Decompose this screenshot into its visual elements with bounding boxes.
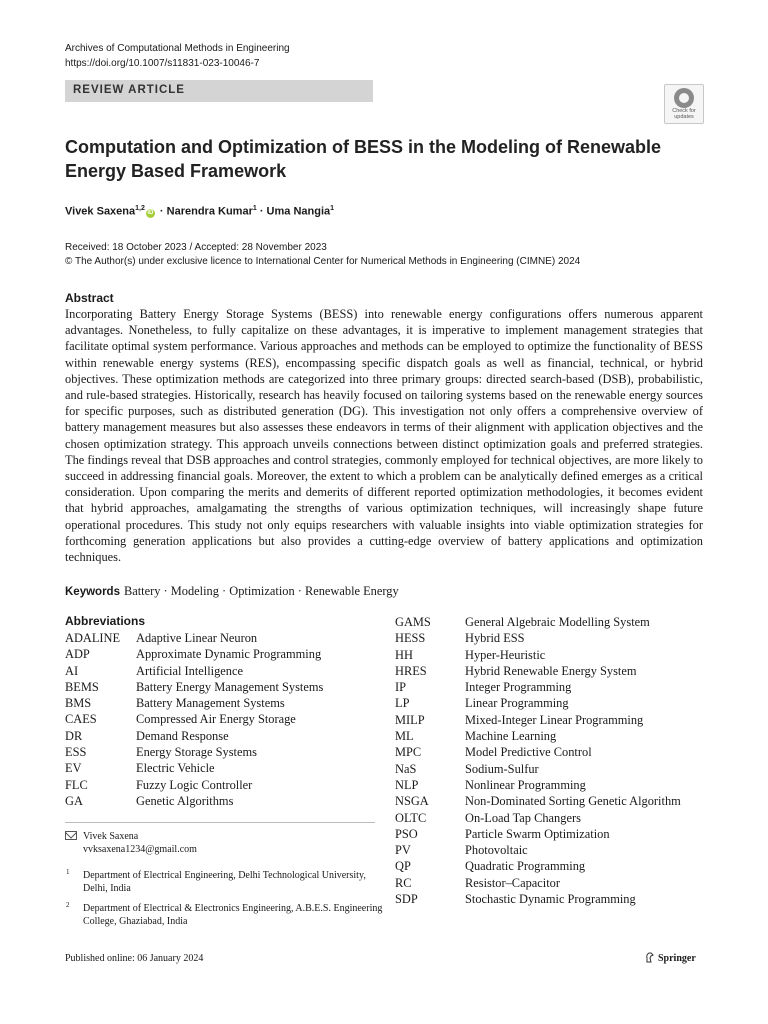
abbreviation-definition: Stochastic Dynamic Programming (465, 892, 636, 907)
publisher-name: Springer (658, 953, 696, 964)
affiliation-number: 1 (66, 868, 70, 876)
abbreviation-term: PSO (395, 826, 418, 841)
abbreviation-definition: Photovoltaic (465, 843, 528, 858)
abbreviation-term: HESS (395, 631, 426, 646)
abbreviation-definition: Particle Swarm Optimization (465, 826, 610, 841)
abbreviation-term: MILP (395, 712, 425, 727)
abstract-heading: Abstract (65, 291, 114, 305)
abbreviation-definition: Artificial Intelligence (136, 663, 243, 678)
author-list (65, 201, 334, 220)
check-for-updates-badge[interactable] (664, 84, 704, 124)
abbreviation-term: HRES (395, 663, 427, 678)
abbreviation-term: DR (65, 728, 83, 743)
abbreviation-term: MPC (395, 745, 422, 760)
abbreviation-term: QP (395, 859, 411, 874)
abbreviation-definition: Energy Storage Systems (136, 745, 257, 760)
abstract-body: Incorporating Battery Energy Storage Systems (BESS) into renewable energy configurations offers numerous apparent advantages. Nonetheless, to fully capitalize on these advantages, it is imperative to implement management strategies that facilitate optimal system performance. Various approaches and methods can be employed to optimize the functionality of BESS within renewable energy systems (RES), encompassing specific dispatch goals as well as financial, technical, or hybrid objectives. These optimization methods are categorized into three primary groups: directed search-based (DSB), probabilistic, and rule-based strategies. Historically, research has heavily focused on tailoring systems based on the renewable energy sources for specific purposes, such as distributed generation (DG). This investigation not only offers a comprehensive overview of battery management measures but also assesses these endeavors in terms of their alignment with application objectives and the chosen optimization strategy. This approach unveils connections between distinct optimization goals and preferred strategies. The findings reveal that DSB approaches and control strategies, commonly employed for technical objectives, are more likely to succeed in addressing financial goals. Moreover, the extent to which a problem can be analytically defined emerges as a critical consideration. Upon comparing the merits and demerits of different reported optimization methodologies, it becomes evident that hybrid approaches, amalgamating the strengths of various optimization techniques, will increasingly shape future operational procedures. This study not only equips researchers with valuable insights into viable optimization strategies for forthcoming generation applications but also provides a cutting-edge overview of battery applications and optimization techniques. (65, 307, 703, 565)
copyright-notice: © The Author(s) under exclusive licence to International Center for Numerical Methods in Engineering (CIMNE) 2024 (65, 256, 581, 267)
abbreviation-definition: On-Load Tap Changers (465, 810, 581, 825)
abbreviation-definition: Hybrid ESS (465, 631, 525, 646)
abbreviation-definition: Integer Programming (465, 680, 572, 695)
abbreviation-term: IP (395, 680, 407, 695)
abbreviation-definition: General Algebraic Modelling System (465, 615, 650, 629)
check-updates-label: Check for updates (672, 108, 696, 120)
abbreviation-term: GA (65, 793, 83, 808)
abbreviation-term: RC (395, 875, 412, 890)
publisher-logo (645, 952, 696, 964)
doi-link[interactable]: https://doi.org/10.1007/s11831-023-10046-7 (65, 58, 260, 69)
affiliation-text: Department of Electrical & Electronics Engineering, A.B.E.S. Engineering College, Ghaziabad, India (83, 903, 383, 927)
abbreviation-definition: Fuzzy Logic Controller (136, 777, 253, 792)
abbreviation-definition: Demand Response (136, 728, 229, 743)
received-dates: Received: 18 October 2023 / Accepted: 28 November 2023 (65, 242, 327, 253)
abbreviations-heading: Abbreviations (65, 614, 146, 628)
abbreviation-term: ADP (65, 647, 90, 662)
orcid-icon[interactable]: iD (147, 209, 154, 216)
footnote-divider (65, 822, 375, 823)
corresponding-author-name: Vivek Saxena (83, 831, 139, 842)
abbreviation-definition: Quadratic Programming (465, 859, 586, 874)
abbreviation-term: OLTC (395, 810, 427, 825)
abbreviation-definition: Approximate Dynamic Programming (136, 647, 322, 662)
abbreviation-definition: Resistor–Capacitor (465, 875, 560, 890)
abbreviation-term: ESS (65, 745, 87, 760)
published-online-date: Published online: 06 January 2024 (65, 953, 204, 964)
keywords-label: Keywords (65, 586, 120, 598)
abbreviation-definition: Compressed Air Energy Storage (136, 712, 296, 727)
article-title: Computation and Optimization of BESS in the Modeling of Renewable Energy Based Framework (65, 137, 661, 181)
abbreviation-definition: Genetic Algorithms (136, 793, 234, 808)
author-separator: · (256, 205, 267, 218)
abbreviation-definition: Battery Management Systems (136, 696, 285, 711)
abbreviation-term: LP (395, 696, 410, 711)
abbreviation-term: EV (65, 761, 82, 776)
abbreviation-definition: Linear Programming (465, 696, 569, 711)
abbreviation-definition: Sodium-Sulfur (465, 761, 539, 776)
abbreviation-term: FLC (65, 777, 88, 792)
author-affiliation: 1,2 (135, 205, 145, 212)
abbreviation-term: SDP (395, 892, 418, 907)
check-updates-icon (674, 88, 694, 108)
abbreviation-term: HH (395, 647, 413, 662)
abbreviation-definition: Machine Learning (465, 729, 557, 744)
abbreviation-definition: Adaptive Linear Neuron (136, 631, 258, 645)
keywords (65, 583, 399, 600)
abbreviation-term: ML (395, 729, 414, 744)
abbreviation-term: GAMS (395, 615, 431, 629)
author-affiliation: 1 (252, 205, 257, 212)
abbreviation-term: BMS (65, 696, 92, 711)
affiliation-text: Department of Electrical Engineering, Delhi Technological University, Delhi, India (83, 870, 366, 894)
abbreviation-term: PV (395, 843, 411, 858)
abbreviation-definition: Battery Energy Management Systems (136, 679, 324, 694)
journal-name: Archives of Computational Methods in Engineering (65, 43, 290, 54)
author-name[interactable]: Uma Nangia (266, 205, 331, 218)
author-separator: · (156, 205, 167, 218)
abbreviation-term: NSGA (395, 794, 429, 809)
abbreviation-term: CAES (65, 712, 97, 727)
abbreviation-term: NLP (395, 777, 419, 792)
corresponding-author-email[interactable]: vvksaxena1234@gmail.com (83, 844, 197, 855)
author-affiliation: 1 (330, 205, 335, 212)
abbreviation-definition: Hybrid Renewable Energy System (465, 663, 637, 678)
abbreviation-definition: Hyper-Heuristic (465, 647, 546, 662)
abbreviation-term: ADALINE (65, 631, 121, 645)
envelope-icon (65, 831, 77, 840)
abbreviation-definition: Nonlinear Programming (465, 777, 586, 792)
article-type-label: REVIEW ARTICLE (73, 84, 185, 96)
abbreviation-term: BEMS (65, 679, 99, 694)
abbreviation-definition: Electric Vehicle (136, 761, 215, 776)
abbreviation-term: NaS (395, 761, 417, 776)
abbreviation-definition: Model Predictive Control (465, 745, 592, 760)
springer-horse-icon (645, 952, 654, 963)
keywords-text: Battery · Modeling · Optimization · Renewable Energy (123, 584, 399, 598)
affiliation-number: 2 (66, 901, 70, 909)
abbreviation-definition: Mixed-Integer Linear Programming (465, 712, 644, 727)
abbreviation-term: AI (65, 663, 79, 678)
author-name[interactable]: Vivek Saxena (65, 205, 136, 218)
author-name[interactable]: Narendra Kumar (166, 205, 253, 218)
abbreviation-definition: Non-Dominated Sorting Genetic Algorithm (465, 794, 681, 809)
